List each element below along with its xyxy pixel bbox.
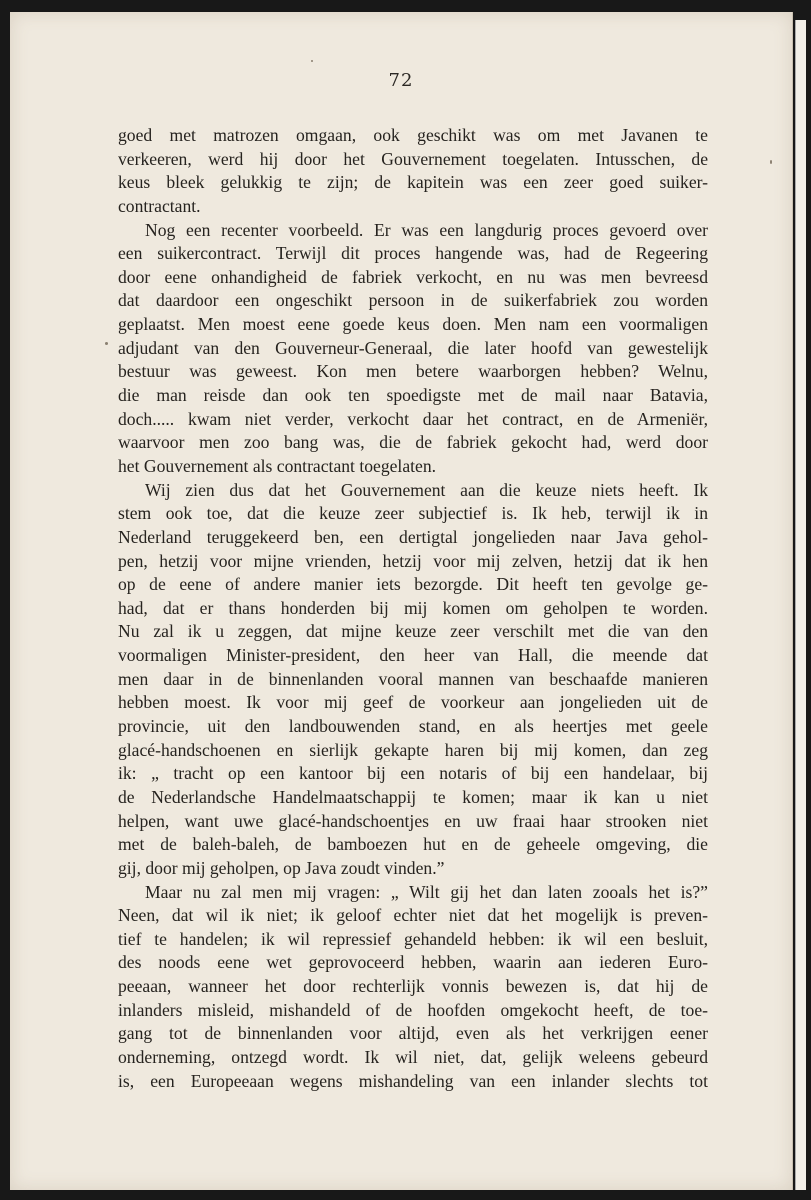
text-line: dat daardoor een ongeschikt persoon in de suikerfabriek zou worden xyxy=(118,290,708,311)
body-text xyxy=(118,124,708,1093)
paper-speck xyxy=(311,60,313,62)
text-line: goed met matrozen omgaan, ook geschikt was om met Javanen te xyxy=(118,125,708,145)
text-line: door eene onhandigheid de fabriek verkocht, en nu was men bevreesd xyxy=(118,266,708,287)
text-line: is, een Europeeaan wegens mishandeling van een inlander slechts tot xyxy=(118,1070,708,1091)
text-line: onderneming, ontzegd wordt. Ik wil niet, dat, gelijk weleens gebeurd xyxy=(118,1046,708,1067)
text-line: des noods eene wet geprovoceerd hebben, waarin aan iederen Euro- xyxy=(118,952,708,973)
text-line: een suikercontract. Terwijl dit proces hangende was, had de Regeering xyxy=(118,243,708,264)
text-line: men daar in de binnenlanden vooral mannen van beschaafde manieren xyxy=(118,668,708,689)
text-line: Nederland teruggekeerd ben, een dertigtal jongelieden naar Java gehol- xyxy=(118,526,708,547)
text-line: het Gouvernement als contractant toegelaten. xyxy=(118,455,437,476)
text-line: ik: „ tracht op een kantoor bij een notaris of bij een handelaar, bij xyxy=(118,763,708,784)
text-line: keus bleek gelukkig te zijn; de kapitein was een zeer goed suiker- xyxy=(118,172,708,193)
page-edge xyxy=(795,20,806,1190)
text-line: waarvoor men zoo bang was, die de fabriek gekocht had, werd door xyxy=(118,432,708,453)
book-page xyxy=(10,12,793,1190)
text-line: had, dat er thans honderden bij mij komen om geholpen te worden. xyxy=(118,597,708,618)
text-line: provincie, uit den landbouwenden stand, en als heertjes met geele xyxy=(118,716,708,737)
text-line: gang tot de binnenlanden voor altijd, even als het verkrijgen eener xyxy=(118,1023,708,1044)
text-line: peeaan, wanneer het door rechterlijk vonnis bewezen is, dat hij de xyxy=(118,976,708,997)
text-line: tief te handelen; ik wil repressief gehandeld hebben: ik wil een besluit, xyxy=(118,928,708,949)
text-line: gij, door mij geholpen, op Java zoudt vinden.” xyxy=(118,857,445,878)
text-line: de Nederlandsche Handelmaatschappij te komen; maar ik kan u niet xyxy=(118,786,708,807)
text-line: Neen, dat wil ik niet; ik geloof echter niet dat het mogelijk is preven- xyxy=(118,905,708,926)
paragraph-start-line: Nog een recenter voorbeeld. Er was een langdurig proces gevoerd over xyxy=(145,219,708,240)
text-line: inlanders misleid, mishandeld of de hoofden omgekocht heeft, de toe- xyxy=(118,999,708,1020)
paragraph-start-line: Wij zien dus dat het Gouvernement aan die keuze niets heeft. Ik xyxy=(145,479,708,500)
paper-speck xyxy=(105,342,108,345)
text-line: helpen, want uwe glacé-handschoentjes en uw fraai haar strooken niet xyxy=(118,810,708,831)
text-line: voormaligen Minister-president, den heer van Hall, die meende dat xyxy=(118,645,708,666)
paragraph-start-line: Maar nu zal men mij vragen: „ Wilt gij het dan laten zooals het is?” xyxy=(145,881,708,902)
text-line: Nu zal ik u zeggen, dat mijne keuze zeer verschilt met die van den xyxy=(118,621,708,642)
text-line: contractant. xyxy=(118,195,201,216)
text-line: geplaatst. Men moest eene goede keus doen. Men nam een voormaligen xyxy=(118,314,708,335)
text-line: met de baleh-baleh, de bamboezen hut en de geheele omgeving, die xyxy=(118,834,708,855)
text-line: glacé-handschoenen en sierlijk gekapte haren bij mij komen, dan zeg xyxy=(118,739,708,760)
text-line: bestuur was geweest. Kon men betere waarborgen hebben? Welnu, xyxy=(118,361,708,382)
text-line: pen, hetzij voor mijne vrienden, hetzij voor mij zelven, hetzij dat ik hen xyxy=(118,550,708,571)
paper-speck xyxy=(770,160,772,164)
page-number: 72 xyxy=(388,70,414,91)
text-line: stem ook toe, dat die keuze zeer subjectief is. Ik heb, terwijl ik in xyxy=(118,503,708,524)
text-line: die man reisde dan ook ten spoedigste met de mail naar Batavia, xyxy=(118,385,708,406)
text-line: adjudant van den Gouverneur-Generaal, die later hoofd van gewestelijk xyxy=(118,337,708,358)
text-line: verkeeren, werd hij door het Gouvernement toegelaten. Intusschen, de xyxy=(118,148,708,169)
text-line: doch..... kwam niet verder, verkocht daar het contract, en de Armeniër, xyxy=(118,408,708,429)
text-line: op de eene of andere manier iets bezorgde. Dit heeft ten gevolge ge- xyxy=(118,574,708,595)
text-line: hebben moest. Ik voor mij geef de voorkeur aan jongelieden uit de xyxy=(118,692,708,713)
